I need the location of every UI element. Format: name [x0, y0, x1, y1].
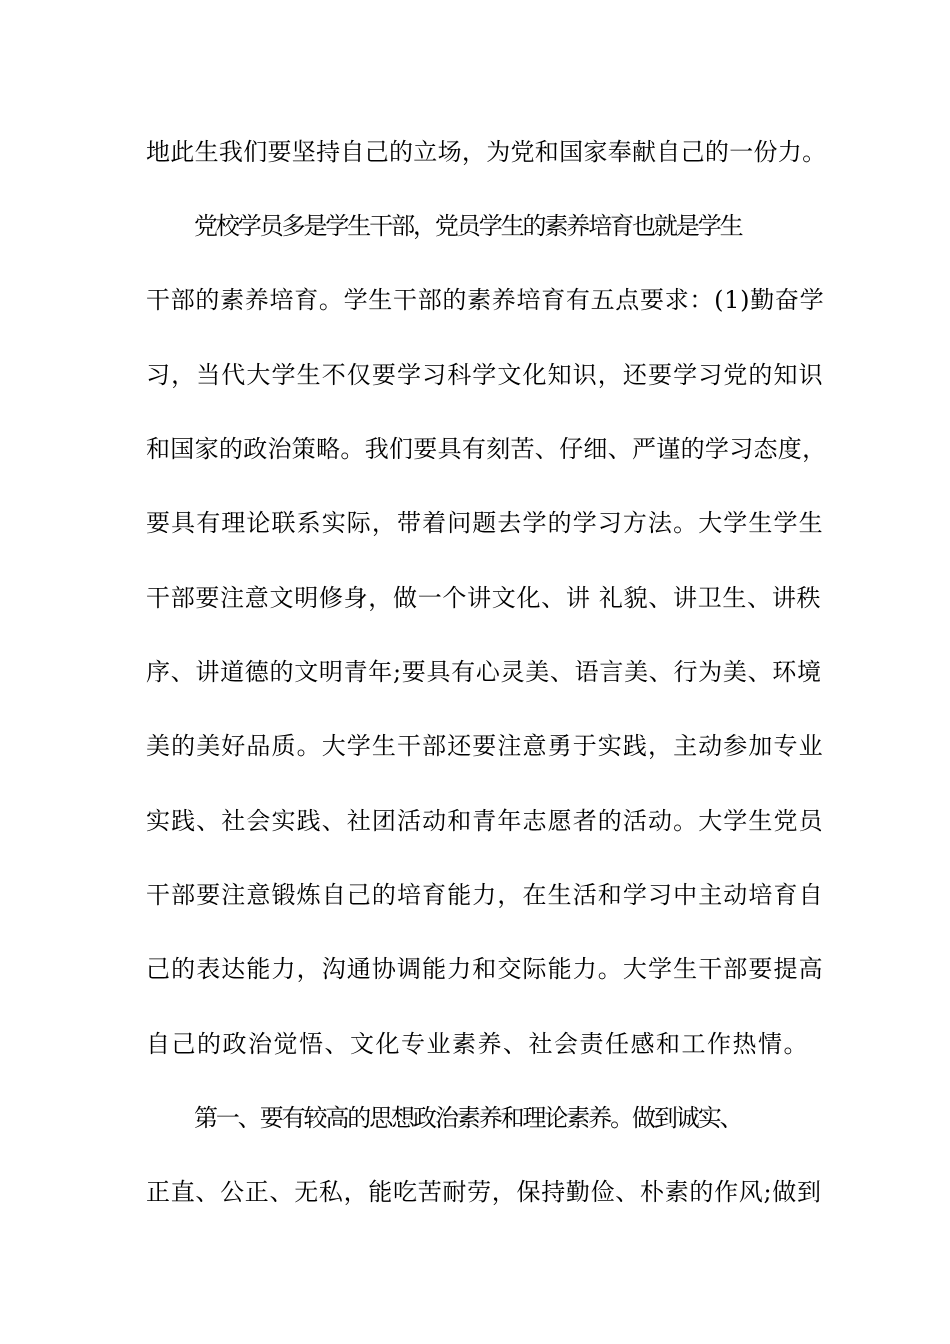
paragraph-line: 习，当代大学生不仅要学习科学文化知识，还要学习党的知识	[146, 361, 824, 389]
paragraph-line: 实践、社会实践、社团活动和青年志愿者的活动。大学生党员	[146, 807, 824, 835]
paragraph-line: 第一、要有较高的思想政治素养和理论素养。做到诚实、	[194, 1104, 742, 1132]
paragraph-line: 和国家的政治策略。我们要具有刻苦、仔细、严谨的学习态度，	[146, 435, 827, 463]
paragraph-line: 干部要注意锻炼自己的培育能力，在生活和学习中主动培育自	[146, 881, 824, 909]
paragraph-line: 党校学员多是学生干部，党员学生的素养培育也就是学生	[194, 212, 742, 240]
paragraph-line: 干部的素养培育。学生干部的素养培育有五点要求：(1)勤奋学	[146, 286, 825, 314]
paragraph-line: 要具有理论联系实际，带着问题去学的学习方法。大学生学生	[146, 509, 824, 537]
paragraph-line: 地此生我们要坚持自己的立场，为党和国家奉献自己的一份力。	[146, 138, 827, 166]
paragraph-line: 己的表达能力，沟通协调能力和交际能力。大学生干部要提高	[146, 955, 824, 983]
paragraph-line: 正直、公正、无私，能吃苦耐劳，保持勤俭、朴素的作风;做到	[146, 1178, 822, 1206]
paragraph-line: 美的美好品质。大学生干部还要注意勇于实践，主动参加专业	[146, 732, 824, 760]
paragraph-line: 干部要注意文明修身，做一个讲文化、讲 礼貌、讲卫生、讲秩	[146, 584, 822, 612]
paragraph-line: 序、讲道德的文明青年;要具有心灵美、语言美、行为美、环境	[146, 658, 822, 686]
paragraph-line: 自己的政治觉悟、文化专业素养、社会责任感和工作热情。	[146, 1030, 809, 1058]
